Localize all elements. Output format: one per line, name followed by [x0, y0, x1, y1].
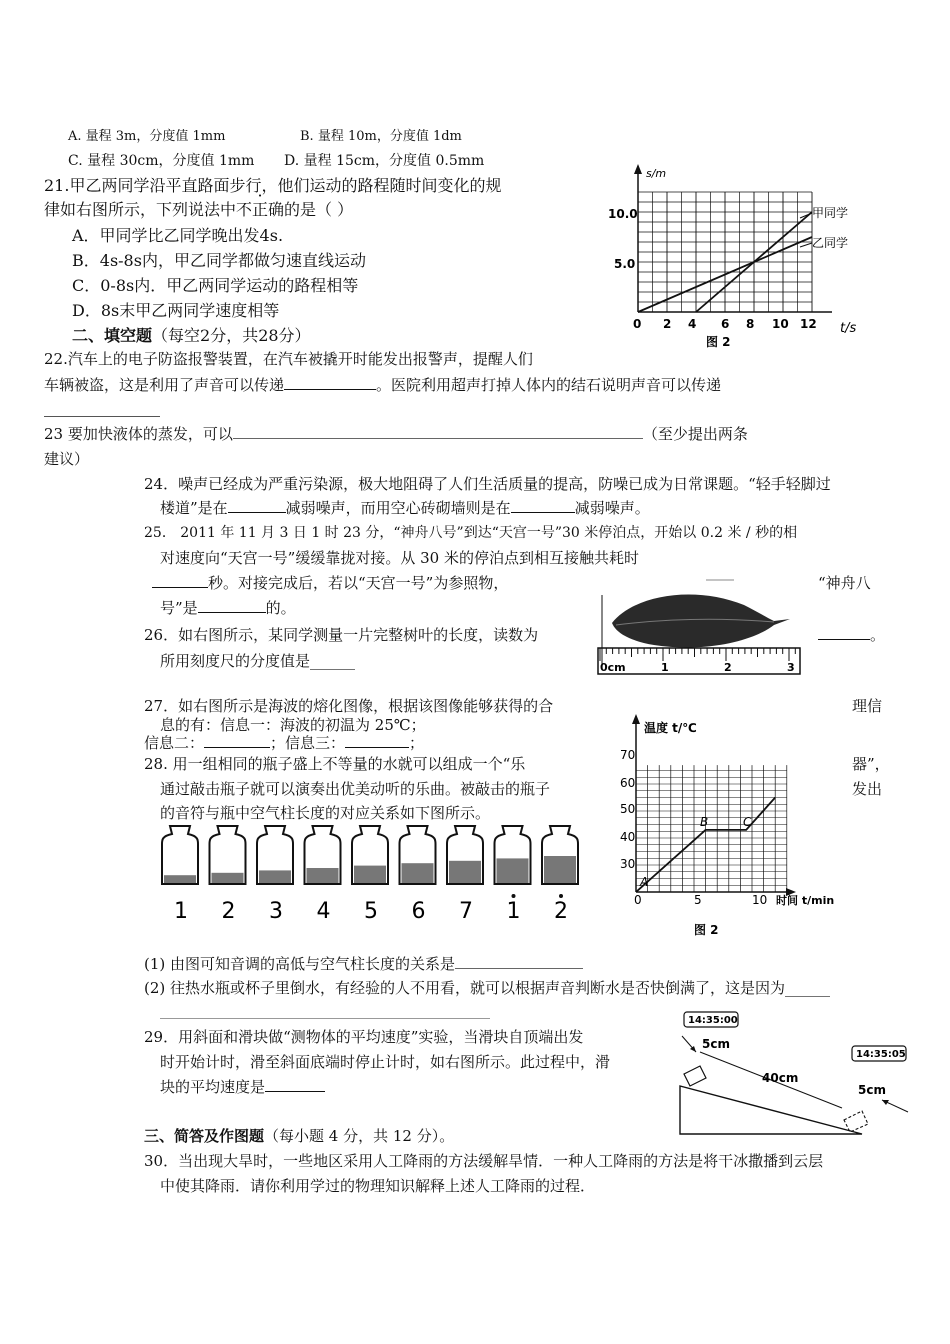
melt-caption: 图 2 — [694, 923, 719, 937]
section2-heading — [72, 326, 311, 345]
bottle-note: 5 — [364, 899, 378, 924]
melt-ytick-50: 50 — [620, 802, 636, 816]
q24-blank-2[interactable] — [511, 511, 575, 513]
timer-start: 14:35:00 — [688, 1015, 738, 1026]
q23-line1b: （至少提出两条 — [642, 425, 748, 443]
melt-point-c: C — [743, 815, 752, 829]
bottle — [305, 826, 341, 924]
st-ytick-5: 5.0 — [614, 257, 636, 271]
melt-xtick-10: 10 — [752, 893, 768, 907]
st-xtick-4: 4 — [688, 317, 697, 331]
ruler-tick-3: 3 — [787, 661, 795, 674]
st-y-arrow — [634, 164, 642, 174]
q28-line3: 的音符与瓶中空气柱长度的对应关系如下图所示。 — [160, 804, 491, 822]
melt-point-b: B — [700, 815, 709, 829]
bottle — [162, 826, 198, 924]
bottle-note: 6 — [411, 899, 426, 924]
q27-line1: 27．如右图所示是海波的熔化图像，根据该图像能够获得的合 — [144, 697, 554, 715]
section3-title: 三、简答及作图题 — [144, 1127, 265, 1145]
q20-option-a: A. 量程 3m，分度值 1mm — [68, 129, 226, 144]
q28-blank-2[interactable] — [160, 1018, 490, 1019]
q26-blank-1[interactable] — [818, 638, 870, 640]
section3-note: （每小题 4 分，共 12 分）。 — [264, 1127, 455, 1145]
melt-point-a: A — [640, 875, 649, 889]
melt-xtick-0: 0 — [634, 893, 642, 907]
bottle-water — [402, 863, 434, 883]
q29-line2: 时开始计时，滑至斜面底端时停止计时，如右图所示。此过程中，滑 — [160, 1053, 611, 1071]
q27-line3a: 信息二： — [144, 734, 205, 752]
st-xtick-10: 10 — [772, 317, 789, 331]
q23-line1a: 23 要加快液体的蒸发，可以 — [44, 425, 233, 443]
bottle-note: 3 — [269, 899, 283, 924]
melt-ytick-40: 40 — [620, 830, 636, 844]
q28-line1: 28. 用一组相同的瓶子盛上不等量的水就可以组成一个“乐 — [144, 755, 526, 773]
q21-stem-line1: 21.甲乙两同学沿平直路面步行，他们运动的路程随时间变化的规 — [44, 176, 502, 195]
q21-stem-line2 — [44, 200, 353, 219]
q30-line1: 30．当出现大旱时，一些地区采用人工降雨的方法缓解旱情．一种人工降雨的方法是将干冰撒播到云层 — [144, 1152, 824, 1170]
q30-line2: 中使其降雨．请你利用学过的物理知识解释上述人工降雨的过程． — [160, 1177, 596, 1195]
bottle-note: 1 — [506, 899, 521, 924]
len-top: 5cm — [702, 1037, 730, 1051]
bottle — [352, 826, 388, 924]
ruler-tick-2: 2 — [724, 661, 732, 674]
q29-line3-text: 块的平均速度是 — [160, 1078, 266, 1096]
slider-block-bottom — [844, 1111, 868, 1132]
q21-emphasis: 不正确 — [236, 200, 285, 219]
q28-line2: 通过敲击瓶子就可以演奏出优美动听的乐曲。被敲击的瓶子 — [160, 780, 551, 798]
st-caption: 图 2 — [706, 335, 731, 349]
st-ylabel: s/m — [646, 167, 667, 180]
st-xtick-2: 2 — [663, 317, 672, 331]
note-high-dot — [512, 894, 516, 898]
q20-option-d: D. 量程 15cm，分度值 0.5mm — [284, 153, 485, 169]
q24-blank-1[interactable] — [228, 511, 286, 513]
note-high-dot — [559, 894, 563, 898]
q21-option-d: D．8s末甲乙两同学速度相等 — [72, 301, 280, 320]
st-label-jia: 甲同学 — [812, 206, 849, 220]
bottle — [257, 826, 293, 924]
st-chart — [600, 160, 890, 355]
bottle — [447, 826, 483, 924]
bottle-water — [497, 858, 529, 883]
q29-line1: 29．用斜面和滑块做“测物体的平均速度”实验，当滑块自顶端出发 — [144, 1028, 584, 1046]
q20-option-c: C. 量程 30cm，分度值 1mm — [68, 153, 255, 169]
q28-line1-right: 器”， — [852, 755, 890, 773]
timer-end: 14:35:05 — [856, 1049, 906, 1060]
q22-line2b: 。医院利用超声打掉人体内的结石说明声音可以传递 — [376, 376, 722, 394]
section3-heading — [144, 1127, 454, 1145]
q22-line2 — [44, 376, 721, 394]
st-pointer-yi — [800, 243, 812, 247]
q25-line1: 25． 2011 年 11 月 3 日 1 时 23 分，“神舟八号”到达“天宫一号”30 米停泊点，开始以 0.2 米 / 秒的相 — [144, 525, 798, 541]
section2-note: （每空2分，共28分） — [152, 326, 311, 345]
q23-line1 — [44, 425, 748, 443]
bottle-water — [354, 866, 386, 883]
q25-line4 — [160, 599, 296, 617]
st-xtick-6: 6 — [721, 317, 730, 331]
q27-line3c: ； — [409, 734, 425, 752]
q28-sub1-text: (1) 由图可知音调的高低与空气柱长度的关系是 — [144, 955, 456, 973]
q27-line1-right: 理信 — [852, 697, 883, 715]
q25-line4b: 的。 — [265, 599, 296, 617]
q25-line3-right: “神舟八 — [818, 574, 871, 592]
q23-blank[interactable] — [233, 437, 643, 439]
q21-stem-line2b: 的是（ ） — [284, 200, 354, 219]
bottle-note: 2 — [221, 899, 236, 924]
q21-option-b: B．4s-8s内，甲乙同学都做匀速直线运动 — [72, 251, 366, 270]
q22-blank-1[interactable] — [284, 388, 376, 390]
bottle-water — [307, 868, 339, 883]
ruler-unit: 0cm — [600, 661, 626, 674]
q24-line2 — [160, 499, 650, 517]
q25-line3 — [152, 574, 508, 592]
melt-xtick-5: 5 — [694, 893, 702, 907]
q26-line2: 所用刻度尺的分度值是______ — [160, 652, 356, 670]
q24-line2b: 减弱噪声，而用空心砖砌墙则是在 — [285, 499, 511, 517]
st-xtick-12: 12 — [800, 317, 817, 331]
bottle — [495, 826, 531, 924]
melt-ytick-30: 30 — [620, 857, 636, 871]
q26-line1-right — [818, 626, 885, 644]
melting-chart — [612, 712, 852, 942]
q29-blank[interactable] — [265, 1090, 325, 1092]
q28-blank-1[interactable] — [455, 967, 583, 969]
leaf-ruler-figure — [594, 575, 804, 680]
bottle-note: 7 — [459, 899, 473, 924]
bottle — [400, 826, 436, 924]
st-ytick-10: 10.0 — [608, 207, 638, 221]
st-xtick-8: 8 — [746, 317, 755, 331]
q28-line2-right: 发出 — [852, 780, 883, 798]
q27-line2: 息的有：信息一：海波的初温为 25℃； — [160, 716, 426, 734]
q22-line1: 22.汽车上的电子防盗报警装置，在汽车被撬开时能发出报警声，提醒人们 — [44, 350, 533, 368]
q22-blank-2[interactable] — [44, 416, 160, 417]
q25-line3a: 秒。对接完成后，若以“天宫一号”为参照物， — [208, 574, 509, 592]
q21-option-c: C．0-8s内．甲乙两同学运动的路程相等 — [72, 276, 359, 295]
incline-figure — [662, 1008, 912, 1140]
q27-blank-2[interactable] — [345, 746, 409, 748]
bottles-figure — [156, 822, 596, 927]
st-xlabel: t/s — [840, 321, 857, 336]
bottle — [210, 826, 246, 924]
st-label-yi: 乙同学 — [812, 236, 849, 250]
q27-blank-1[interactable] — [204, 746, 270, 748]
q20-option-b: B. 量程 10m，分度值 1dm — [300, 129, 462, 144]
q25-blank-2[interactable] — [198, 611, 266, 613]
q25-blank-1[interactable] — [152, 586, 208, 588]
q27-line3 — [144, 734, 424, 752]
bottle-note: 1 — [174, 899, 188, 924]
bottle-note: 4 — [316, 899, 331, 924]
len-bottom: 5cm — [858, 1083, 886, 1097]
q22-line2a: 车辆被盗，这是利用了声音可以传递 — [44, 376, 285, 394]
melt-y-arrow — [632, 714, 640, 724]
q26-line1: 26．如右图所示，某同学测量一片完整树叶的长度，读数为 — [144, 626, 539, 644]
q26-line1b: 。 — [870, 626, 886, 644]
q21-option-a: A．甲同学比乙同学晚出发4s. — [72, 226, 284, 245]
q24-line1: 24．噪声已经成为严重污染源，极大地阻碍了人们生活质量的提高，防噪已成为日常课题。“轻手轻脚过 — [144, 475, 831, 493]
len-mid: 40cm — [762, 1071, 799, 1085]
q23-line2: 建议） — [44, 450, 90, 468]
q24-line2a: 楼道”是在 — [160, 499, 228, 517]
bottle-water — [449, 861, 481, 883]
q28-sub1 — [144, 955, 583, 973]
section2-title: 二、填空题 — [72, 326, 153, 345]
bottle — [542, 826, 578, 924]
melt-xlabel: 时间 t/min — [776, 894, 835, 907]
slider-block-top — [684, 1066, 706, 1086]
melt-ytick-70: 70 — [620, 748, 636, 762]
bottle-water — [212, 873, 244, 883]
q21-stem-line2a: 律如右图所示，下列说法中 — [44, 200, 237, 219]
bottle-note: 2 — [554, 899, 568, 924]
q24-line2c: 减弱噪声。 — [574, 499, 650, 517]
q25-line4a: 号”是 — [160, 599, 198, 617]
q29-line3 — [160, 1078, 325, 1096]
melt-ytick-60: 60 — [620, 776, 636, 790]
st-xtick-0: 0 — [633, 317, 642, 331]
bottle-water — [544, 856, 576, 883]
q28-sub2: (2) 往热水瓶或杯子里倒水，有经验的人不用看，就可以根据声音判断水是否快倒满了，这是因为______ — [144, 979, 831, 997]
q25-line2: 对速度向“天宫一号”缓缓靠拢对接。从 30 米的停泊点到相互接触共耗时 — [160, 549, 639, 567]
bottle-water — [164, 875, 196, 883]
bottle-water — [259, 870, 291, 883]
melt-ylabel: 温度 t/℃ — [644, 721, 697, 735]
q27-line3b: ；信息三： — [270, 734, 346, 752]
ruler-tick-1: 1 — [661, 661, 669, 674]
incline-ramp — [680, 1086, 862, 1134]
